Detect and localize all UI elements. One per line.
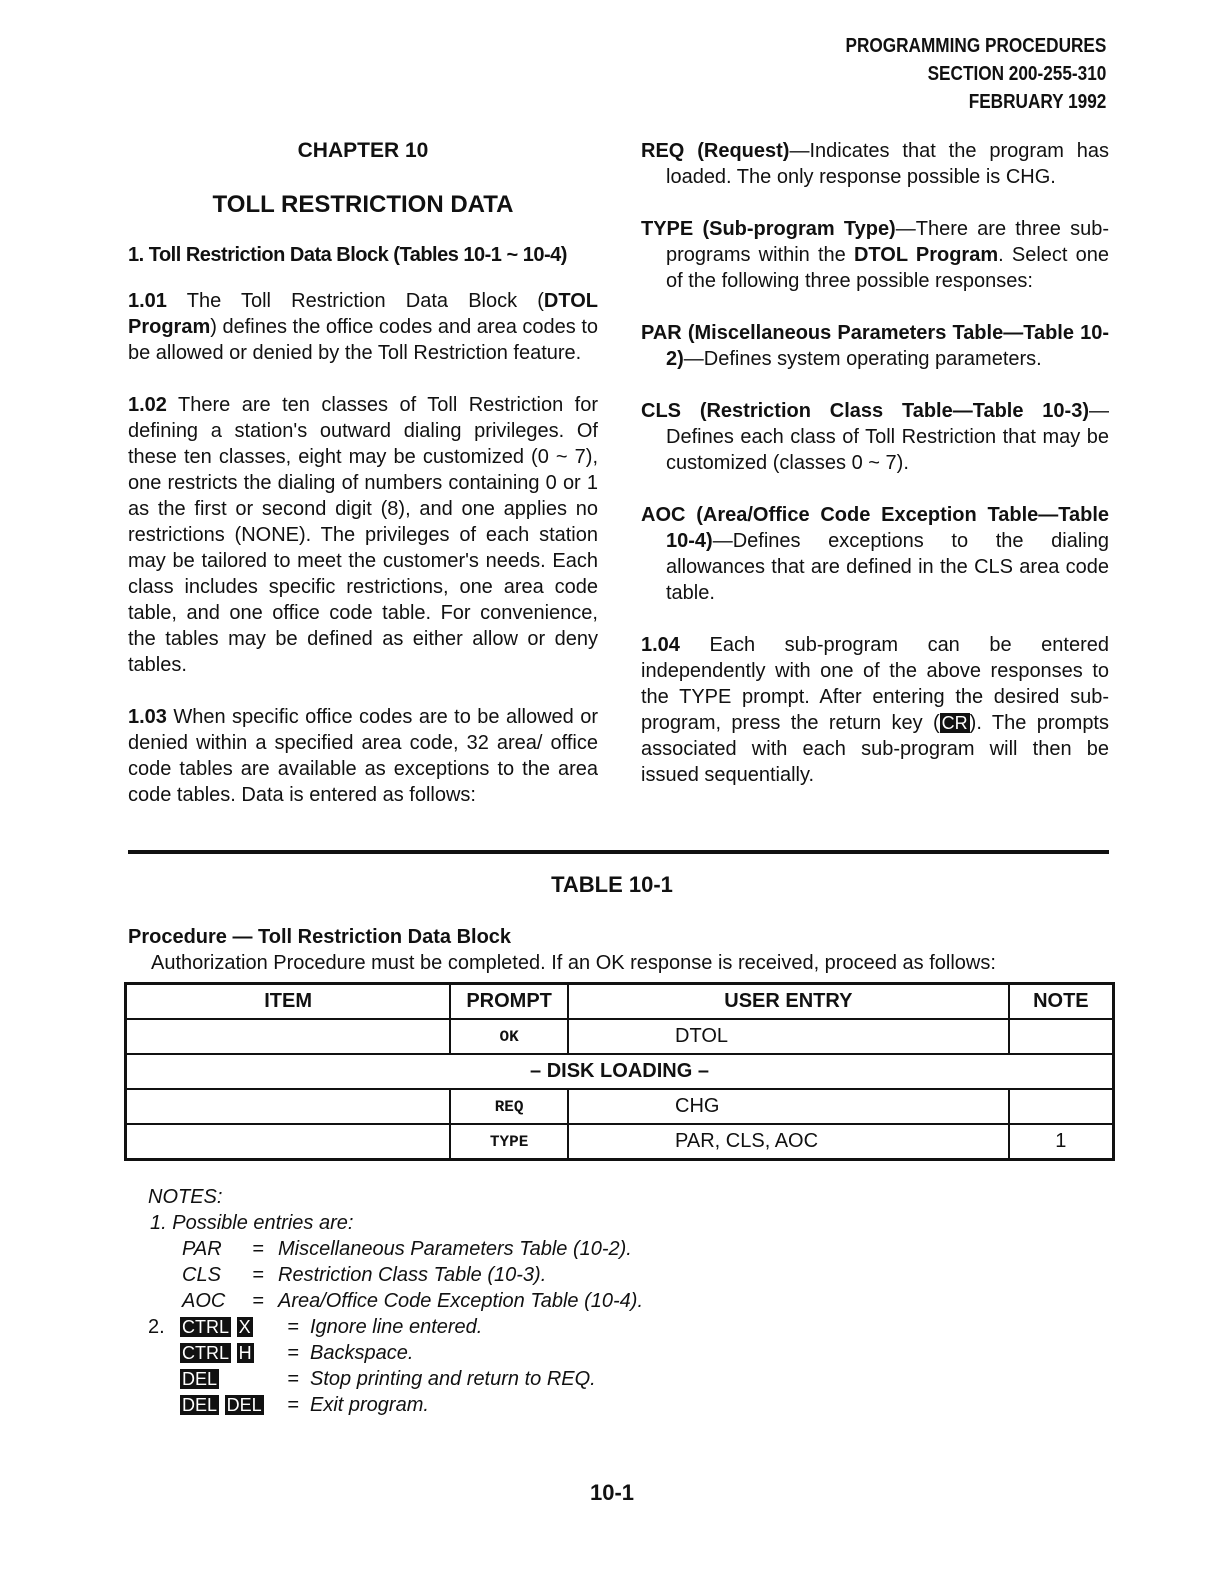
table-row-span (126, 1054, 1114, 1089)
paragraph-1-01: 1.01 The Toll Restriction Data Block (DTOL Program) defines the office codes and area codes to be allowed or denied by the Toll Restriction feature. (128, 290, 598, 364)
header-title: PROGRAMMING PROCEDURES (845, 35, 1106, 57)
cell-prompt: REQ (450, 1089, 568, 1124)
cell-user-entry: PAR, CLS, AOC (568, 1124, 1009, 1160)
header-note: NOTE (1009, 984, 1114, 1020)
note-1-par: PAR = Miscellaneous Parameters Table (10-2). (182, 1238, 632, 1260)
table-row (126, 1019, 1114, 1054)
note-1-aoc: AOC = Area/Office Code Exception Table (10-4). (182, 1290, 644, 1312)
definition-aoc: AOC (Area/Office Code Exception Table—Table 10-4)—Defines exceptions to the dialing allowances that are defined in the CLS area code table. (641, 504, 1109, 604)
h-key-icon: H (238, 1343, 252, 1363)
note-2-ctrl-h: CTRL H = Backspace. (182, 1342, 414, 1364)
ctrl-key-icon: CTRL (182, 1317, 230, 1337)
note-2-del-del: DEL DEL = Exit program. (182, 1394, 429, 1416)
table-row (126, 1089, 1114, 1124)
disk-loading-cell: – DISK LOADING – (126, 1054, 1114, 1089)
note-2-ctrl-x: 2. CTRL X = Ignore line entered. (148, 1316, 483, 1338)
notes-heading: NOTES: (148, 1186, 223, 1208)
section-heading: 1. Toll Restriction Data Block (Tables 10-1 ~ 10-4) (128, 244, 567, 266)
notes-block (148, 1184, 643, 1418)
table-caption-title: Procedure — Toll Restriction Data Block (128, 926, 512, 948)
cell-user-entry: DTOL (568, 1019, 1009, 1054)
return-key-icon: CR (941, 713, 968, 733)
ctrl-key-icon: CTRL (182, 1343, 230, 1363)
running-header (845, 32, 1106, 116)
table-title: TABLE 10-1 (551, 872, 673, 897)
cell-note (1009, 1019, 1114, 1054)
right-column (641, 138, 1109, 814)
definition-cls: CLS (Restriction Class Table—Table 10-3)—Defines each class of Toll Restriction that may be customized (classes 0 ~ 7). (641, 400, 1109, 474)
cell-user-entry: CHG (568, 1089, 1009, 1124)
del-key-icon: DEL (182, 1395, 218, 1415)
note-1-cls: CLS = Restriction Class Table (10-3). (182, 1264, 547, 1286)
definition-type: TYPE (Sub-program Type)—There are three sub-programs within the DTOL Program. Select one of the following three possible responses: (641, 218, 1110, 292)
header-user-entry: USER ENTRY (568, 984, 1009, 1020)
chapter-title: TOLL RESTRICTION DATA (212, 191, 514, 218)
header-item: ITEM (126, 984, 451, 1020)
paragraph-1-03: 1.03 When specific office codes are to be allowed or denied within a specified area code, 32 area/ office code tables are available as exceptions to the area code tables. Data is entered as follows: (128, 706, 598, 806)
cell-item (126, 1124, 451, 1160)
procedure-table (124, 982, 1115, 1161)
header-date: FEBRUARY 1992 (968, 91, 1106, 113)
header-section: SECTION 200-255-310 (927, 63, 1106, 85)
note-2-del: DEL = Stop printing and return to REQ. (182, 1368, 596, 1390)
cell-item (126, 1089, 451, 1124)
cell-item (126, 1019, 451, 1054)
del-key-icon: DEL (182, 1369, 218, 1389)
note-1: 1. Possible entries are: (150, 1212, 354, 1234)
page-number: 10-1 (589, 1480, 635, 1505)
definition-req: REQ (Request)—Indicates that the program has loaded. The only response possible is CHG. (641, 140, 1109, 188)
table-row (126, 1124, 1114, 1160)
table-caption-subtitle: Authorization Procedure must be completed. If an OK response is received, proceed as follows: (151, 952, 996, 974)
definition-par: PAR (Miscellaneous Parameters Table—Table 10-2)—Defines system operating parameters. (641, 322, 1109, 370)
cell-prompt: TYPE (450, 1124, 568, 1160)
cell-note: 1 (1009, 1124, 1114, 1160)
chapter-number: CHAPTER 10 (297, 139, 429, 162)
left-column (128, 138, 598, 834)
paragraph-1-04: 1.04 Each sub-program can be entered independently with one of the above responses to the TYPE prompt. After entering the desired sub-program, press the return key ( CR ). The prompts associated with each sub-program will then be issued sequentially. (641, 634, 1109, 786)
cell-note (1009, 1089, 1114, 1124)
header-prompt: PROMPT (450, 984, 568, 1020)
table-caption (128, 924, 996, 976)
del-key-icon: DEL (226, 1395, 262, 1415)
cell-prompt: OK (450, 1019, 568, 1054)
x-key-icon: X (238, 1317, 251, 1337)
paragraph-1-02: 1.02 There are ten classes of Toll Restriction for defining a station's outward dialing privileges. Of these ten classes, eight may be customized (0 ~ 7), one restricts the dialing of numbers containing 0 or 1 as the first or second digit (8), and one applies no restrictions (NONE). The privileges of each station may be tailored to meet the customer's needs. Each class includes specific restrictions, one area code table, and one office code table. For convenience, the tables may be defined as either allow or deny tables. (128, 394, 598, 676)
section-divider (128, 850, 1109, 854)
table-header-row (126, 984, 1114, 1020)
